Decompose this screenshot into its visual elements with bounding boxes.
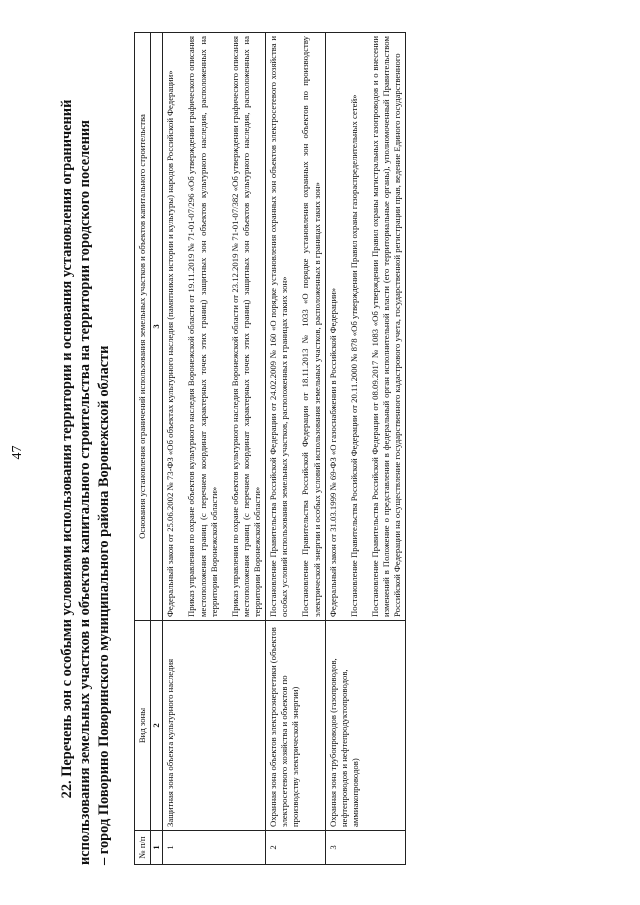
column-number-row — [151, 33, 163, 865]
basis-document: Постановление Правительства Российской Федерации от 24.02.2009 № 160 «О порядке установления охранных зон объектов электросетевого хозяйства и особых условий использования земельных участков, расположенных в границах таких зон» — [268, 36, 290, 617]
basis-document: Федеральный закон от 31.03.1999 № 69-ФЗ «О газоснабжении в Российской Федерации» — [327, 287, 338, 617]
document-title — [58, 33, 113, 865]
basis-document: Постановление Правительства Российской Федерации от 18.11.2013 № 1033 «О порядке установления охранных зон объектов по производству электрической энергии и особых условий использования земельных участков, расположенных в границах таких зон» — [300, 36, 322, 617]
basis-document: Приказ управления по охране объектов культурного наследия Воронежской области от 19.11.2019 № 71-01-07/296 «Об утверждении графического описания местоположения границ (с перечнем координат характерных точек этих границ) защитных зон объектов культурного наследия, расположенных на территории Воронежской области» — [186, 36, 219, 617]
basis-document: Федеральный закон от 25.06.2002 № 73-ФЗ «Об объектах культурного наследия (памятниках истории и культуры) народов Российской Федерации» — [165, 70, 176, 617]
zones-table — [134, 32, 406, 865]
row-number: 3 — [325, 831, 406, 865]
page-number: 47 — [10, 445, 25, 460]
basis-cell — [325, 33, 406, 621]
zone-type: Охранная зона объектов электроэнергетики (объектов электросетевого хозяйства и объектов по производству электрической энергии) — [266, 621, 326, 831]
column-number: 1 — [151, 831, 163, 865]
basis-document: Приказ управления по охране объектов культурного наследия Воронежской области от 23.12.2019 № 71-01-07/382 «Об утверждении графического описания местоположения границ (с перечнем координат характерных точек этих границ) защитных зон объектов культурного наследия, расположенных на территории Воронежской области» — [229, 36, 262, 617]
title-line-1: 22. Перечень зон с особыми условиями использования территории и основания установления ограничений — [59, 99, 75, 799]
zone-type: Охранная зона трубопроводов (газопроводов, нефтепроводов и нефтепродуктопроводов, аммиакопроводов) — [325, 621, 406, 831]
header-basis: Основания установления ограничений использования земельных участков и объектов капитального строительства — [135, 33, 151, 621]
title-line-3: – город Поворино Поворинского муниципального района Воронежской области — [95, 345, 112, 865]
header-zone: Вид зоны — [135, 621, 151, 831]
basis-cell — [163, 33, 266, 621]
table-row — [266, 33, 326, 865]
table-row — [163, 33, 266, 865]
table-header-row — [135, 33, 151, 865]
row-number: 1 — [163, 831, 266, 865]
row-number: 2 — [266, 831, 326, 865]
column-number: 3 — [151, 33, 163, 621]
title-line-2: использования земельных участков и объектов капитального строительства на территории городского поселения — [77, 120, 94, 865]
zone-type: Защитная зона объекта культурного наследия — [163, 621, 266, 831]
column-number: 2 — [151, 621, 163, 831]
basis-cell — [266, 33, 326, 621]
basis-document: Постановление Правительства Российской Федерации от 08.09.2017 № 1083 «Об утверждении Правил охраны магистральных газопроводов и о внесении изменений в Положение о представлении в федеральный орган исполнительной власти (его территориальные органы), уполномоченный Правительством Российской Федерации на осуществление государственного кадастрового учета, государственной регистрации прав, ведение Единого государственного — [369, 36, 403, 617]
basis-document: Постановление Правительства Российской Федерации от 20.11.2000 № 878 «Об утверждении Правил охраны газораспределительных сетей» — [348, 94, 359, 617]
header-num: № п/п — [135, 831, 151, 865]
table-row — [325, 33, 406, 865]
